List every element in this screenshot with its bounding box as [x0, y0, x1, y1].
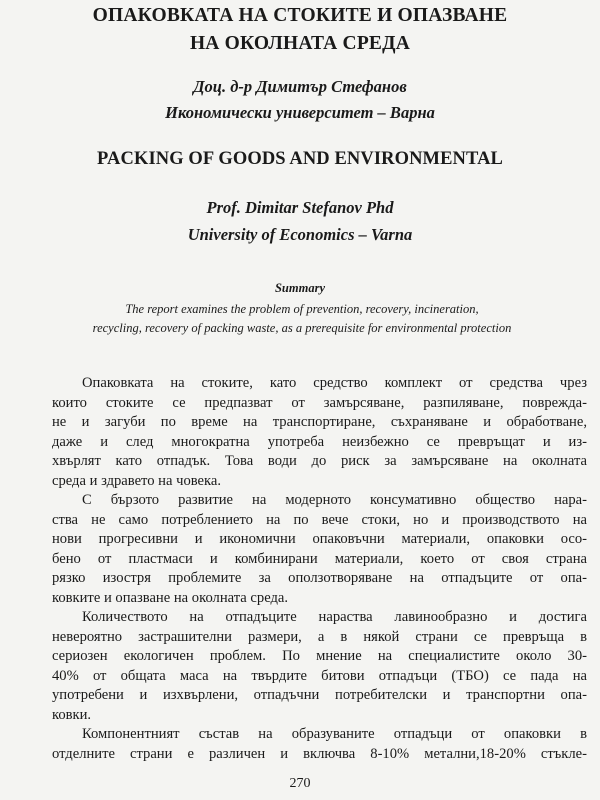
paragraph-1-line-1: Опаковката на стоките, като средство комплект от средства чрез [82, 375, 587, 391]
paragraph-3-line-1: Количеството на отпадъците нараства лавинообразно и достига [82, 609, 587, 625]
bulgarian-author-affiliation: Икономически университет – Варна [165, 103, 435, 122]
english-title: PACKING OF GOODS AND ENVIRONMENTAL [97, 149, 503, 169]
paragraph-1-line-3: не и загуби по време на транспортиране, съхраняване и обработване, [52, 414, 587, 430]
paragraph-1-line-6: среда и здравето на човека. [52, 472, 222, 489]
paragraph-2-line-4: бено от пластмаси и комбинирани материали, което от своя страна [52, 550, 587, 567]
paragraph-3-line-3: сериозен екологичен проблем. По мнение на специалистите около 30- [52, 648, 587, 664]
paragraph-4-line-1: Компонентният състав на образуваните отпадъци от опаковки в [82, 726, 587, 742]
summary-line-2: recycling, recovery of packing waste, as a prerequisite for environmental protection [92, 321, 512, 335]
paragraph-3-line-5: употребени и изхвърлени, отпадъчни потребителски и транспортни опа- [52, 687, 587, 703]
page-number: 270 [289, 776, 311, 791]
english-author-affiliation: University of Economics – Varna [187, 225, 413, 244]
summary-line-1: The report examines the problem of prevention, recovery, incineration, [125, 302, 479, 316]
paragraph-1-line-2: които стоките се предпазват от замърсяване, разпиляване, повреждa- [52, 394, 587, 411]
summary-heading: Summary [274, 281, 325, 295]
paragraph-3-line-6: ковки. [52, 706, 92, 723]
english-author-name: Prof. Dimitar Stefanov Phd [206, 198, 394, 217]
paragraph-2-line-1: С бързото развитие на модерното консумативно общество нара- [82, 492, 587, 508]
bulgarian-title [90, 2, 510, 58]
paragraph-2-line-2: ства не само потреблението на по вече стоки, но и производството на [52, 511, 587, 528]
bulgarian-author-block [90, 74, 510, 126]
paragraph-1-line-5: хвърлят като отпадък. Това води до риск за замърсяване на околната [52, 453, 587, 469]
paragraph-3-line-2: невероятно застрашителни размери, а в някой страни се превръща в [52, 628, 587, 645]
english-author-block [90, 194, 510, 248]
bulgarian-author-name: Доц. д-р Димитър Стефанов [193, 77, 407, 96]
paragraph-3-line-4: 40% от общата маса на твърдите битови отпадъци (ТБО) се пада на [52, 667, 587, 684]
paragraph-2-line-6: ковките и опазване на околната среда. [52, 589, 289, 606]
bulgarian-title-line-2: НА ОКОЛНАТА СРЕДА [189, 33, 411, 54]
body-text [52, 374, 587, 764]
paragraph-4-line-2: отделните страни е различен и включва 8-10% метални,18-20% стъкле- [52, 745, 587, 762]
bulgarian-title-line-1: ОПАКОВКАТА НА СТОКИТЕ И ОПАЗВАНЕ [92, 5, 508, 26]
paragraph-2-line-3: нови прогресивни и икономични опаковъчни материали, опаковки осо- [52, 531, 587, 547]
paragraph-2-line-5: рязко изостря проблемите за оползотворяване на отпадъците от опа- [52, 570, 587, 586]
summary-text [32, 300, 572, 338]
paragraph-1-line-4: даже и след многократна употреба неизбежно се превръщат и из- [52, 433, 587, 450]
